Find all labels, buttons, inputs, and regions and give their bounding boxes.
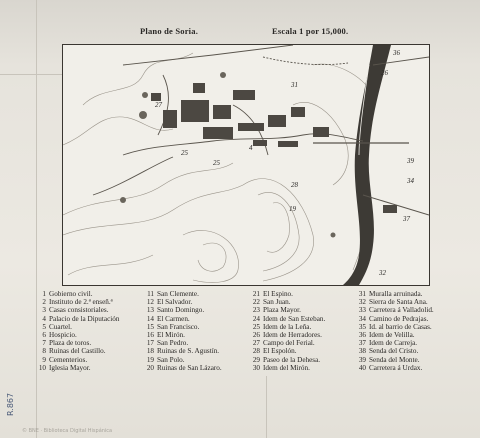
map-label: 25 [181,149,188,157]
map-label: 28 [291,181,298,189]
legend-column [250,290,325,372]
legend-item: 38 Senda del Cristo. [358,347,419,356]
map-legend [36,290,466,376]
map-scale: Escala 1 por 15,000. [272,26,349,36]
legend-item: 8 Ruinas del Castillo. [42,347,106,356]
legend-item: 3 Casas consistoriales. [42,306,109,315]
town-plan [63,45,429,285]
legend-item: 35 Id. al barrio de Casas. [358,322,432,331]
map-label: 25 [213,159,220,167]
legend-column [144,290,222,372]
legend-item: 34 Camino de Pedrajas. [358,314,429,323]
legend-item: 36 Idem de Velilla. [358,331,415,340]
map-label: 39 [407,157,414,165]
legend-item: 10 Iglesia Mayor. [38,363,91,372]
legend-item: 9 Cementerios. [42,355,88,364]
map-label: 4 [249,144,253,152]
map-label: 19 [289,205,296,213]
legend-item: 11 San Clemente. [147,290,199,298]
legend-item: 2 Instituto de 2.ª enseñ.ª [42,298,113,307]
legend-item: 21 El Espino. [252,290,293,298]
fold-line-right [266,376,267,438]
legend-item: 33 Carretera á Valladolid. [358,306,434,315]
legend-item: 13 Santo Domingo. [146,306,205,315]
legend-item: 17 San Pedro. [146,339,189,348]
legend-item: 14 El Carmen. [146,314,190,323]
legend-item: 26 Idem de Herradores. [252,331,322,340]
map-title: Plano de Soria. [140,26,199,36]
legend-item: 24 Idem de San Esteban. [252,314,326,323]
legend-item: 25 Idem de la Leña. [252,322,312,331]
legend-item: 32 Sierra de Santa Ana. [358,298,428,307]
map-label: 27 [155,101,162,109]
legend-item: 16 El Mirón. [146,331,185,340]
legend-column [356,290,434,372]
legend-item: 40 Carretera á Urdax. [358,363,423,372]
map-label: 26 [381,69,388,77]
fold-line-horizontal [0,74,62,75]
legend-item: 30 Idem del Mirón. [252,363,310,372]
map-label: 31 [291,81,298,89]
map-header [140,26,380,40]
legend-column [36,290,119,372]
legend-item: 20 Ruinas de San Lázaro. [146,363,222,372]
map-frame [62,44,430,286]
legend-item: 37 Idem de Carreja. [358,339,418,348]
legend-item: 22 San Juan. [252,298,291,307]
legend-item: 39 Senda del Monte. [358,355,420,364]
legend-item: 18 Ruinas de S. Agustín. [146,347,220,356]
legend-item: 7 Plaza de toros. [42,339,92,348]
legend-item: 31 Muralla arruinada. [358,290,423,298]
legend-item: 5 Cuartel. [42,322,72,331]
map-label: 32 [379,269,386,277]
map-label: 36 [393,49,400,57]
legend-item: 27 Campo del Ferial. [252,339,315,348]
legend-item: 1 Gobierno civil. [42,290,93,298]
legend-item: 19 San Polo. [146,355,185,364]
legend-item: 28 El Espolón. [252,347,297,356]
legend-item: 4 Palacio de la Diputación [42,314,120,323]
legend-item: 15 San Francisco. [146,322,200,331]
library-watermark: © BNE · Biblioteca Digital Hispánica [22,428,113,434]
shelfmark-note: R.867 [6,392,15,416]
map-label: 34 [407,177,414,185]
map-label: 37 [403,215,410,223]
legend-item: 12 El Salvador. [146,298,193,307]
legend-item: 6 Hospicio. [42,331,77,340]
legend-item: 23 Plaza Mayor. [252,306,301,315]
legend-item: 29 Paseo de la Dehesa. [252,355,321,364]
